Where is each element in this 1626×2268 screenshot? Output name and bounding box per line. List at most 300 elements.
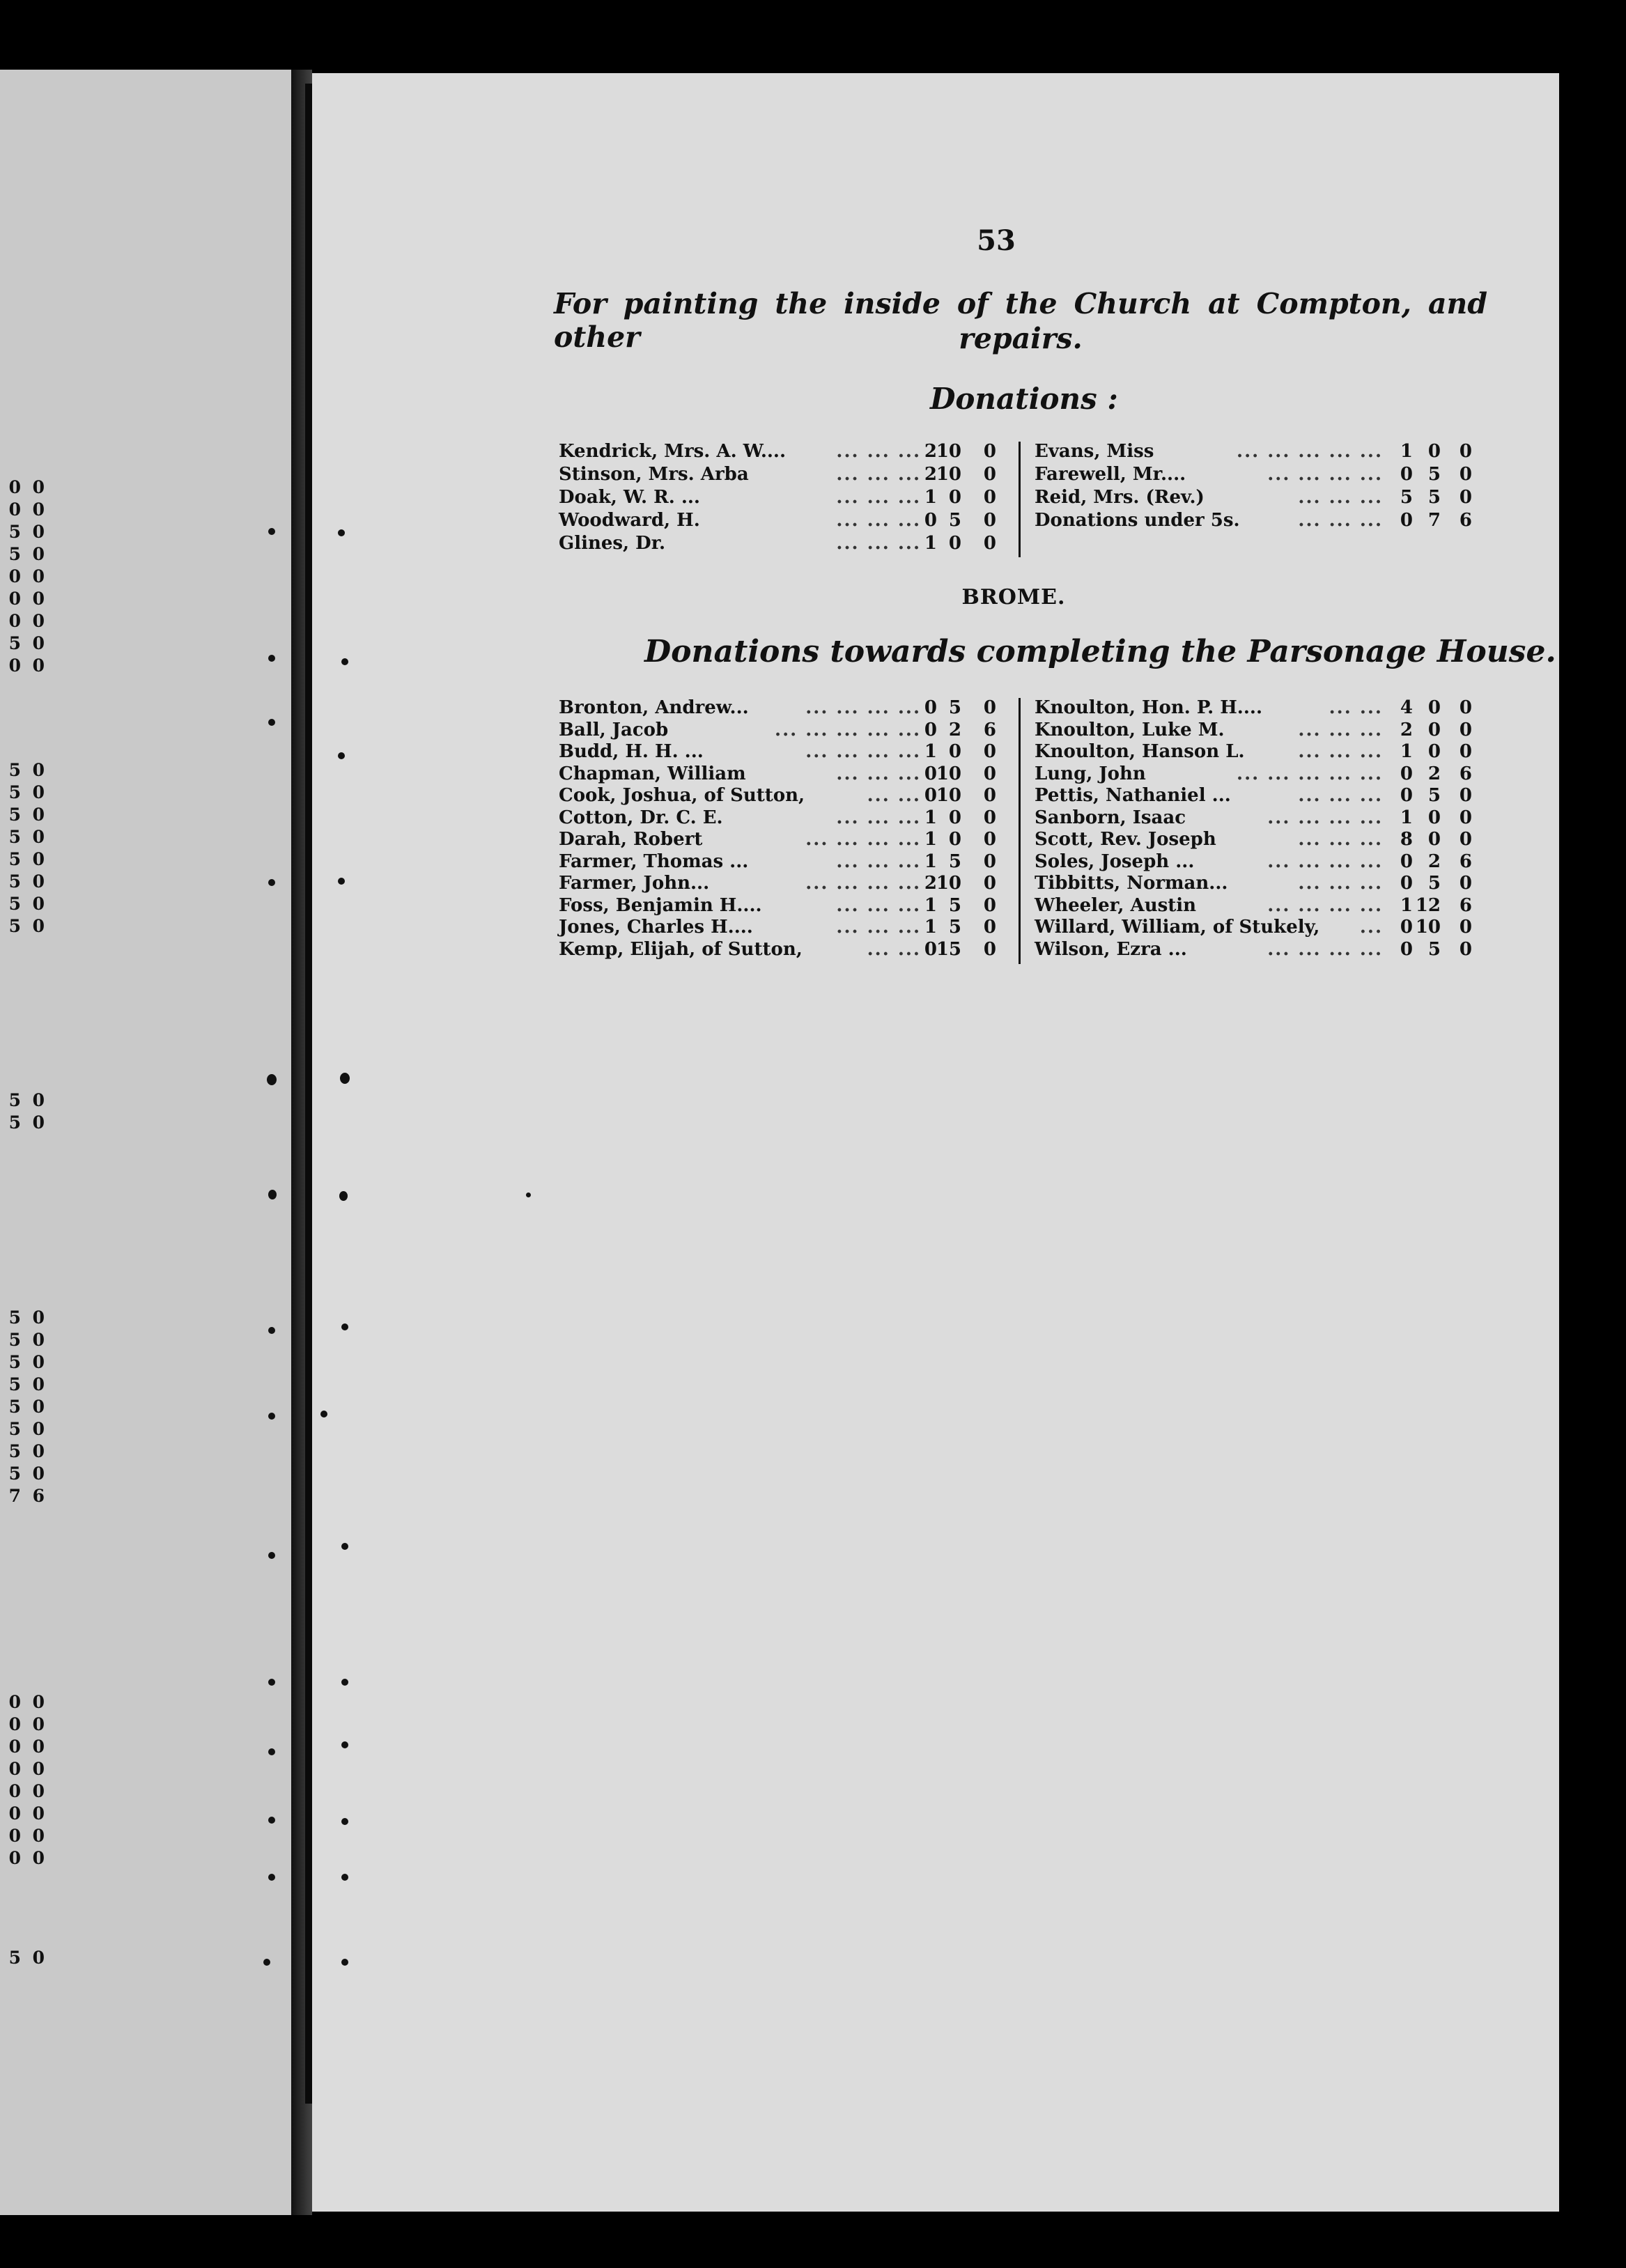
amount-pence: 0: [1459, 938, 1472, 960]
amount-pence: 0: [1459, 697, 1472, 718]
left-figure: 0: [32, 1803, 45, 1824]
amount-shillings: 0: [1427, 741, 1441, 762]
donor-name: Cook, Joshua, of Sutton,: [559, 785, 805, 806]
amount-pence: 0: [1459, 741, 1472, 762]
leader-dots: ... ... ... ... ...: [1237, 441, 1383, 462]
left-figure: 5: [8, 827, 21, 847]
left-figure: 0: [8, 1826, 21, 1846]
donation-entry: [1035, 938, 1480, 961]
donor-name: Wilson, Ezra ...: [1035, 938, 1187, 960]
leader-dots: ... ... ... ...: [1267, 807, 1383, 828]
donor-name: Cotton, Dr. C. E.: [559, 807, 723, 828]
left-figure: 7: [8, 1486, 21, 1506]
left-figure-row: [0, 588, 49, 610]
amount-pence: 0: [983, 850, 996, 872]
amount-shillings: 5: [948, 697, 961, 718]
leader-dots: ... ... ...: [836, 487, 921, 508]
amount-shillings: 10: [1415, 917, 1441, 938]
left-figure: 0: [32, 1441, 45, 1461]
amount-pounds: 8: [1400, 829, 1413, 850]
amount-shillings: 5: [948, 510, 961, 531]
left-figure-row: [0, 1803, 49, 1825]
amount-pounds: 2: [924, 464, 937, 485]
left-figure-row: [0, 499, 49, 521]
donor-name: Scott, Rev. Joseph: [1035, 829, 1216, 850]
donation-entry: [559, 894, 1005, 917]
section1-right-list: [1035, 440, 1480, 538]
section1-heading-line2: repairs.: [959, 322, 1083, 355]
left-figure: 0: [8, 499, 21, 520]
leader-dots: ... ...: [1329, 697, 1383, 718]
left-figure-row: [0, 1329, 49, 1351]
amount-shillings: 5: [948, 894, 961, 916]
amount-pence: 6: [1459, 894, 1472, 916]
leader-dots: ... ... ...: [1298, 510, 1383, 531]
left-figure: 0: [32, 611, 45, 631]
amount-pounds: 0: [1400, 464, 1413, 485]
donation-entry: [1035, 486, 1480, 508]
left-figure: 5: [8, 1419, 21, 1439]
left-figure: 0: [32, 1848, 45, 1868]
left-figure: 0: [8, 1692, 21, 1712]
amount-pounds: 1: [924, 807, 937, 828]
donor-name: Jones, Charles H....: [559, 917, 753, 938]
leader-dots: ... ... ... ... ...: [775, 719, 921, 740]
amount-shillings: 12: [1415, 894, 1441, 916]
donor-name: Lung, John: [1035, 763, 1146, 784]
amount-pence: 0: [983, 785, 996, 806]
left-figure: 0: [32, 1826, 45, 1846]
donor-name: Kendrick, Mrs. A. W....: [559, 441, 787, 462]
left-figure: 5: [8, 894, 21, 914]
left-figure-row: [0, 1307, 49, 1329]
left-figure: 5: [8, 1352, 21, 1372]
amount-pence: 0: [983, 829, 996, 850]
leader-dots: ... ... ...: [836, 807, 921, 828]
amount-pence: 0: [1459, 785, 1472, 806]
donation-entry: [1035, 784, 1480, 807]
donor-name: Chapman, William: [559, 763, 746, 784]
amount-pence: 0: [983, 697, 996, 718]
left-figure: 0: [32, 566, 45, 587]
amount-pence: 0: [983, 533, 996, 554]
left-figure-row: [0, 655, 49, 677]
left-figure: 0: [32, 633, 45, 653]
left-figure: 0: [32, 522, 45, 542]
left-figure-row: [0, 1374, 49, 1396]
left-figure: 0: [32, 1419, 45, 1439]
amount-pence: 0: [983, 938, 996, 960]
left-figure-row: [0, 804, 49, 826]
left-figure: 0: [32, 589, 45, 609]
amount-pounds: 2: [1400, 719, 1413, 740]
left-figure: 6: [32, 1486, 45, 1506]
donation-entry: [559, 763, 1005, 785]
section1-column-divider: [1019, 442, 1021, 557]
amount-shillings: 2: [1427, 850, 1441, 872]
left-figure-row: [0, 759, 49, 782]
amount-pounds: 5: [1400, 487, 1413, 508]
section2-heading: Donations towards completing the Parsonage House.: [644, 634, 1556, 669]
amount-shillings: 0: [1427, 807, 1441, 828]
leader-dots: ... ... ...: [1298, 829, 1383, 850]
amount-pounds: 0: [1400, 510, 1413, 531]
left-figure-row: [0, 871, 49, 893]
left-figure-row: [0, 1780, 49, 1803]
donor-name: Doak, W. R. ...: [559, 487, 700, 508]
left-figure-row: [0, 543, 49, 566]
left-figure: 0: [32, 760, 45, 780]
amount-pounds: 1: [924, 487, 937, 508]
left-figure: 0: [32, 1759, 45, 1779]
donor-name: Darah, Robert: [559, 829, 703, 850]
amount-pounds: 1: [1400, 441, 1413, 462]
amount-pence: 0: [983, 741, 996, 762]
amount-shillings: 5: [1427, 487, 1441, 508]
left-figure: 0: [8, 611, 21, 631]
amount-shillings: 0: [948, 829, 961, 850]
amount-pounds: 0: [1400, 873, 1413, 894]
leader-dots: ... ... ... ...: [805, 873, 921, 894]
amount-pounds: 1: [924, 894, 937, 916]
donor-name: Tibbitts, Norman...: [1035, 873, 1228, 894]
amount-shillings: 5: [1427, 464, 1441, 485]
left-figure: 5: [8, 522, 21, 542]
amount-shillings: 10: [936, 464, 961, 485]
left-figure-row: [0, 915, 49, 938]
leader-dots: ... ... ... ...: [805, 829, 921, 850]
donation-entry: [559, 938, 1005, 961]
section2-column-divider: [1019, 698, 1021, 964]
donation-entry: [559, 828, 1005, 850]
donor-name: Farmer, Thomas ...: [559, 850, 749, 872]
leader-dots: ... ... ...: [836, 894, 921, 916]
leader-dots: ... ...: [867, 938, 921, 960]
left-figure-row: [0, 1396, 49, 1418]
donor-name: Woodward, H.: [559, 510, 700, 531]
left-page-figures-1: [0, 476, 49, 677]
left-figure: 0: [32, 1374, 45, 1395]
amount-pence: 0: [1459, 873, 1472, 894]
left-figure: 5: [8, 916, 21, 936]
amount-pence: 0: [1459, 917, 1472, 938]
donor-name: Knoulton, Hon. P. H....: [1035, 697, 1263, 718]
amount-pence: 0: [983, 464, 996, 485]
amount-pounds: 0: [924, 697, 937, 718]
amount-pence: 0: [1459, 807, 1472, 828]
amount-shillings: 10: [936, 873, 961, 894]
amount-pence: 0: [1459, 441, 1472, 462]
left-figure-row: [0, 632, 49, 655]
leader-dots: ... ... ... ...: [1267, 894, 1383, 916]
left-figure-row: [0, 826, 49, 848]
donation-entry: [1035, 872, 1480, 894]
amount-pounds: 0: [924, 763, 937, 784]
left-figure: 5: [8, 1112, 21, 1133]
amount-shillings: 0: [948, 487, 961, 508]
donor-name: Budd, H. H. ...: [559, 741, 704, 762]
left-page-figures-5: [0, 1691, 49, 1870]
amount-shillings: 10: [936, 785, 961, 806]
amount-pounds: 0: [1400, 917, 1413, 938]
donor-name: Evans, Miss: [1035, 441, 1154, 462]
left-page: [0, 70, 300, 2215]
section2-place: BROME.: [961, 585, 1066, 609]
left-figure: 0: [32, 477, 45, 497]
donation-entry: [1035, 509, 1480, 531]
left-figure: 0: [8, 566, 21, 587]
left-figure: 0: [8, 1737, 21, 1757]
left-figure: 0: [8, 655, 21, 676]
left-figure-row: [0, 1089, 49, 1112]
donation-entry: [1035, 763, 1480, 785]
amount-pounds: 4: [1400, 697, 1413, 718]
amount-shillings: 10: [936, 441, 961, 462]
left-figure: 5: [8, 1441, 21, 1461]
left-figure: 0: [32, 1781, 45, 1801]
leader-dots: ... ... ...: [836, 533, 921, 554]
left-figure: 5: [8, 871, 21, 892]
left-figure-row: [0, 1418, 49, 1440]
amount-shillings: 5: [1427, 938, 1441, 960]
left-figure: 5: [8, 1374, 21, 1395]
amount-pounds: 0: [924, 785, 937, 806]
amount-pence: 6: [1459, 763, 1472, 784]
section2-right-list: [1035, 697, 1480, 975]
leader-dots: ... ... ...: [1298, 785, 1383, 806]
amount-pounds: 1: [924, 917, 937, 938]
donation-entry: [1035, 440, 1480, 463]
left-figure: 5: [8, 1330, 21, 1350]
amount-shillings: 5: [1427, 785, 1441, 806]
left-figure-row: [0, 782, 49, 804]
donation-entry: [559, 807, 1005, 829]
left-figure-row: [0, 1947, 49, 1969]
leader-dots: ... ... ...: [836, 763, 921, 784]
donor-name: Sanborn, Isaac: [1035, 807, 1186, 828]
left-figure: 0: [32, 1692, 45, 1712]
page-number: 53: [977, 224, 1016, 257]
amount-pence: 0: [983, 894, 996, 916]
amount-shillings: 15: [936, 938, 961, 960]
leader-dots: ... ... ... ...: [1267, 850, 1383, 872]
left-figure-row: [0, 610, 49, 632]
donor-name: Willard, William, of Stukely,: [1035, 917, 1320, 938]
donation-entry: [1035, 807, 1480, 829]
amount-pence: 0: [983, 807, 996, 828]
donor-name: Farewell, Mr....: [1035, 464, 1186, 485]
left-figure: 0: [8, 589, 21, 609]
left-page-figures-6: [0, 1947, 49, 1969]
left-figure: 5: [8, 1397, 21, 1417]
left-figure: 5: [8, 633, 21, 653]
left-figure: 0: [8, 1781, 21, 1801]
leader-dots: ... ...: [867, 785, 921, 806]
donation-entry: [559, 719, 1005, 741]
left-figure: 0: [32, 1397, 45, 1417]
left-figure: 0: [32, 849, 45, 869]
donor-name: Soles, Joseph ...: [1035, 850, 1195, 872]
gutter-line: [305, 84, 312, 2104]
section1-heading-line1: For painting the inside of the Church at Compton, and other: [554, 287, 1487, 354]
section1-subheading: Donations :: [930, 382, 1118, 416]
leader-dots: ... ... ...: [836, 917, 921, 938]
left-figure-row: [0, 1112, 49, 1134]
left-figure: 5: [8, 782, 21, 802]
donor-name: Wheeler, Austin: [1035, 894, 1197, 916]
amount-pounds: 1: [924, 741, 937, 762]
left-page-figures-3: [0, 1089, 49, 1134]
left-figure-row: [0, 1736, 49, 1758]
left-figure: 0: [32, 544, 45, 564]
donation-entry: [559, 486, 1005, 508]
donor-name: Foss, Benjamin H....: [559, 894, 762, 916]
amount-shillings: 0: [948, 533, 961, 554]
donation-entry: [1035, 894, 1480, 917]
left-figure: 0: [32, 1330, 45, 1350]
amount-pounds: 2: [924, 441, 937, 462]
section2-left-list: [559, 697, 1005, 975]
donor-name: Knoulton, Hanson L.: [1035, 741, 1245, 762]
left-figure: 0: [8, 1759, 21, 1779]
left-figure-row: [0, 1825, 49, 1847]
amount-pence: 0: [1459, 719, 1472, 740]
left-figure: 0: [32, 1090, 45, 1110]
leader-dots: ... ... ...: [836, 441, 921, 462]
left-figure-row: [0, 1847, 49, 1870]
left-figure: 0: [8, 477, 21, 497]
amount-shillings: 10: [936, 763, 961, 784]
amount-pounds: 0: [1400, 763, 1413, 784]
amount-pounds: 0: [924, 719, 937, 740]
left-figure: 0: [32, 1112, 45, 1133]
left-figure: 0: [32, 805, 45, 825]
leader-dots: ... ... ...: [836, 850, 921, 872]
amount-pence: 0: [983, 510, 996, 531]
donation-entry: [1035, 463, 1480, 486]
leader-dots: ... ... ... ...: [1267, 464, 1383, 485]
left-figure: 0: [32, 1948, 45, 1968]
amount-pounds: 0: [1400, 785, 1413, 806]
amount-pounds: 0: [924, 938, 937, 960]
left-figure: 5: [8, 760, 21, 780]
donation-entry: [559, 916, 1005, 938]
left-figure-row: [0, 1463, 49, 1485]
section1-left-list: [559, 440, 1005, 559]
amount-shillings: 5: [948, 917, 961, 938]
left-figure: 0: [32, 916, 45, 936]
amount-pence: 0: [983, 487, 996, 508]
leader-dots: ... ... ... ...: [1267, 938, 1383, 960]
leader-dots: ... ... ... ...: [805, 741, 921, 762]
amount-pence: 6: [1459, 850, 1472, 872]
left-figure: 5: [8, 1463, 21, 1484]
left-figure: 5: [8, 1090, 21, 1110]
amount-pence: 6: [983, 719, 996, 740]
amount-pounds: 1: [1400, 741, 1413, 762]
donation-entry: [559, 509, 1005, 531]
amount-pounds: 2: [924, 873, 937, 894]
amount-pence: 0: [983, 917, 996, 938]
left-figure-row: [0, 1758, 49, 1780]
donation-entry: [559, 850, 1005, 873]
donation-entry: [559, 697, 1005, 719]
left-figure: 5: [8, 805, 21, 825]
left-figure: 0: [32, 827, 45, 847]
left-figure: 0: [32, 894, 45, 914]
leader-dots: ...: [1359, 917, 1383, 938]
left-figure-row: [0, 521, 49, 543]
donation-entry: [559, 872, 1005, 894]
donor-name: Ball, Jacob: [559, 719, 669, 740]
amount-pounds: 0: [1400, 938, 1413, 960]
amount-shillings: 0: [1427, 441, 1441, 462]
donor-name: Donations under 5s.: [1035, 510, 1240, 531]
leader-dots: ... ... ...: [1298, 873, 1383, 894]
left-figure: 0: [8, 1803, 21, 1824]
amount-shillings: 0: [948, 741, 961, 762]
left-figure: 0: [32, 1737, 45, 1757]
left-figure-row: [0, 1440, 49, 1463]
amount-pounds: 0: [924, 510, 937, 531]
donor-name: Knoulton, Luke M.: [1035, 719, 1225, 740]
left-figure: 5: [8, 544, 21, 564]
left-figure: 5: [8, 1307, 21, 1328]
left-figure: 0: [32, 499, 45, 520]
left-figure-row: [0, 476, 49, 499]
donation-entry: [559, 532, 1005, 554]
left-figure: 0: [32, 655, 45, 676]
amount-pounds: 1: [924, 533, 937, 554]
amount-shillings: 2: [948, 719, 961, 740]
amount-shillings: 5: [948, 850, 961, 872]
leader-dots: ... ... ...: [1298, 741, 1383, 762]
amount-pounds: 1: [1400, 894, 1413, 916]
amount-pounds: 1: [1400, 807, 1413, 828]
leader-dots: ... ... ...: [836, 510, 921, 531]
amount-pounds: 1: [924, 850, 937, 872]
left-figure-row: [0, 566, 49, 588]
donation-entry: [559, 784, 1005, 807]
amount-pence: 0: [983, 441, 996, 462]
left-figure: 0: [32, 1714, 45, 1734]
amount-shillings: 7: [1427, 510, 1441, 531]
donor-name: Bronton, Andrew...: [559, 697, 749, 718]
donation-entry: [1035, 719, 1480, 741]
donor-name: Pettis, Nathaniel ...: [1035, 785, 1231, 806]
left-figure: 0: [8, 1714, 21, 1734]
amount-pence: 0: [1459, 829, 1472, 850]
amount-shillings: 2: [1427, 763, 1441, 784]
left-figure-row: [0, 1714, 49, 1736]
left-page-figures-4: [0, 1307, 49, 1507]
donation-entry: [1035, 697, 1480, 719]
donation-entry: [559, 440, 1005, 463]
amount-pence: 6: [1459, 510, 1472, 531]
left-figure-row: [0, 848, 49, 871]
donation-entry: [1035, 828, 1480, 850]
left-figure: 0: [8, 1848, 21, 1868]
left-page-figures-2: [0, 759, 49, 938]
amount-shillings: 0: [1427, 829, 1441, 850]
left-figure: 0: [32, 871, 45, 892]
amount-shillings: 5: [1427, 873, 1441, 894]
amount-pounds: 0: [1400, 850, 1413, 872]
donation-entry: [1035, 850, 1480, 873]
left-figure: 0: [32, 1352, 45, 1372]
left-figure-row: [0, 893, 49, 915]
left-figure: 5: [8, 849, 21, 869]
